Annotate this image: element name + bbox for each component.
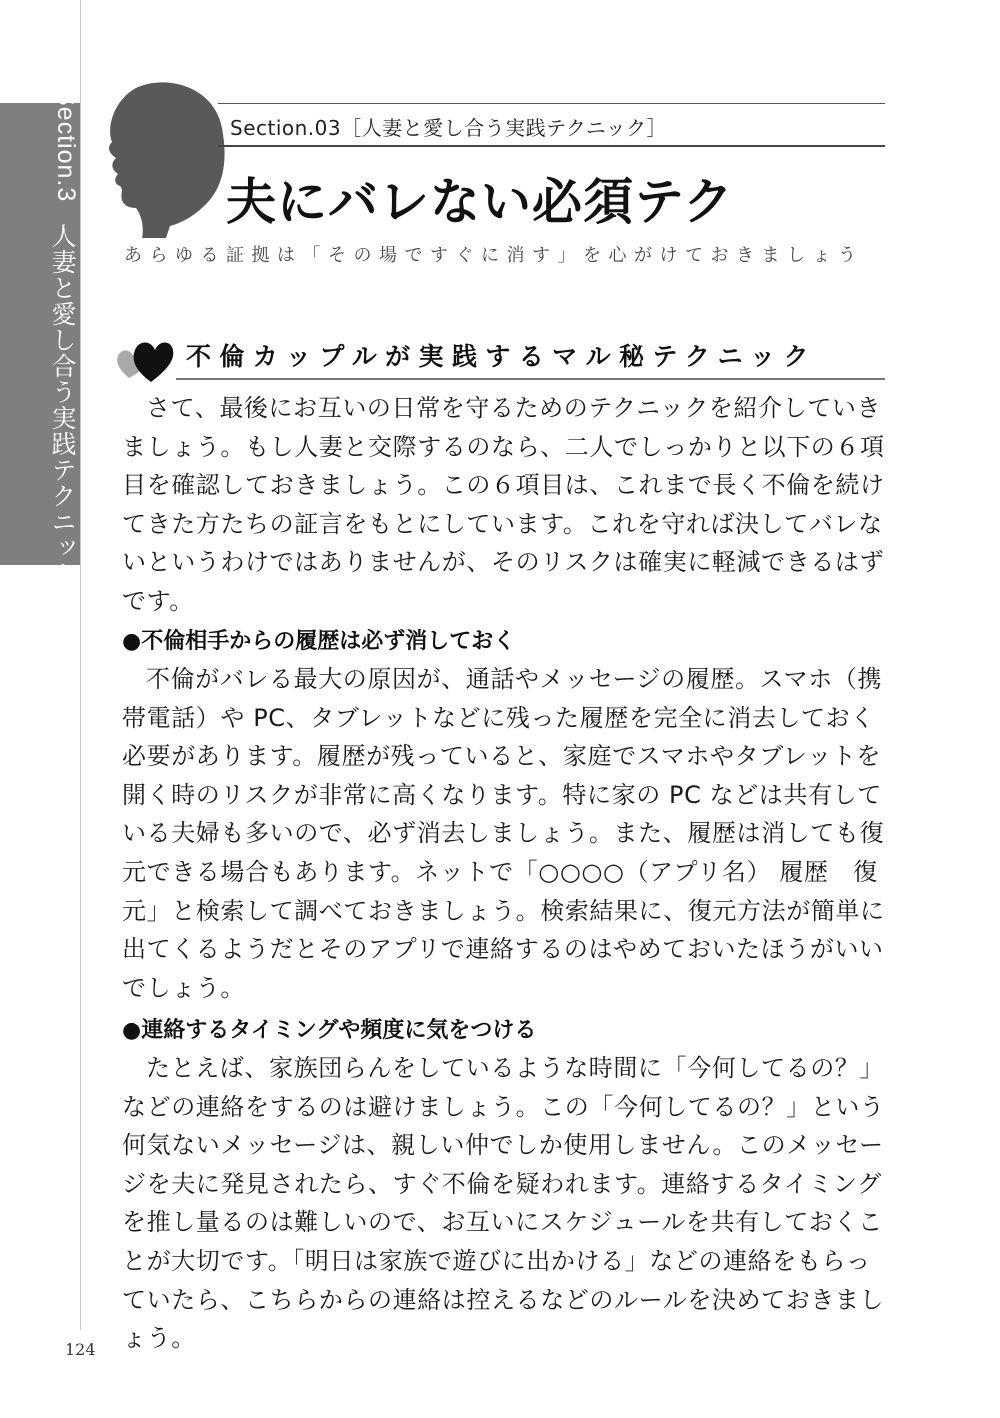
section-2-body: たとえば、家族団らんをしているような時間に「今何してるの？」などの連絡をするのは避けましょう。この「今何してるの？」という何気ないメッセージは、親しい仲でしか使用しません。このメッセージを夫に発見されたら、すぐ不倫を疑われます。連絡するタイミングを推し量るのは難しいので、お互いにスケジュールを共有しておくことが大切です。「明日は家族で遊びに出かける」などの連絡をもらっていたら、こちらからの連絡は控えるなどのルールを決めておきましょう。 xyxy=(122,1054,885,1353)
side-tab-title: 人妻と愛し合う実践テクニック xyxy=(48,222,77,587)
woman-silhouette-icon xyxy=(96,78,226,238)
hearts-icon xyxy=(115,338,175,382)
intro-paragraph: さて、最後にお互いの日常を守るためのテクニックを紹介していきましょう。もし人妻と交際するのなら、二人でしっかりと以下の６項目を確認しておきましょう。この６項目は、これまで長く不倫を続けてきた方たちの証言をもとにしています。これを守れば決してバレないというわけではありませんが、そのリスクは確実に軽減できるはずです。 xyxy=(122,394,885,615)
header-rule-top xyxy=(218,103,885,104)
article-heading-rule xyxy=(176,378,885,380)
section-1-heading: ●不倫相手からの履歴は必ず消しておく xyxy=(122,629,516,654)
side-tab xyxy=(0,89,80,587)
side-tab-text xyxy=(0,89,80,587)
header-rule-bottom xyxy=(218,145,885,147)
page-title: 夫にバレない必須テク xyxy=(226,173,734,231)
section-label: Section.03［人妻と愛し合う実践テクニック］ xyxy=(230,116,668,140)
page-number: 124 xyxy=(65,1340,96,1359)
margin-rule xyxy=(80,0,81,1330)
section-2-heading: ●連絡するタイミングや頻度に気をつける xyxy=(122,1018,537,1043)
page-subtitle: あらゆる証拠は「その場ですぐに消す」を心がけておきましょう xyxy=(124,245,864,266)
side-tab-section: Section.3 xyxy=(52,89,80,203)
article-heading: 不倫カップルが実践するマル秘テクニック xyxy=(186,342,817,371)
section-1-body: 不倫がバレる最大の原因が、通話やメッセージの履歴。スマホ（携帯電話）や PC、タブレットなどに残った履歴を完全に消去しておく必要があります。履歴が残っていると、家庭でスマホやタブレットを開く時のリスクが非常に高くなります。特に家の PC などは共有している夫婦も多いので、必ず消去しましょう。また、履歴は消しても復元できる場合もあります。ネットで「○○○○（アプリ名） 履歴 復元」と検索して調べておきましょう。検索結果に、復元方法が簡単に出てくるようだとそのアプリで連絡するのはやめておいたほうがいいでしょう。 xyxy=(122,665,885,1002)
